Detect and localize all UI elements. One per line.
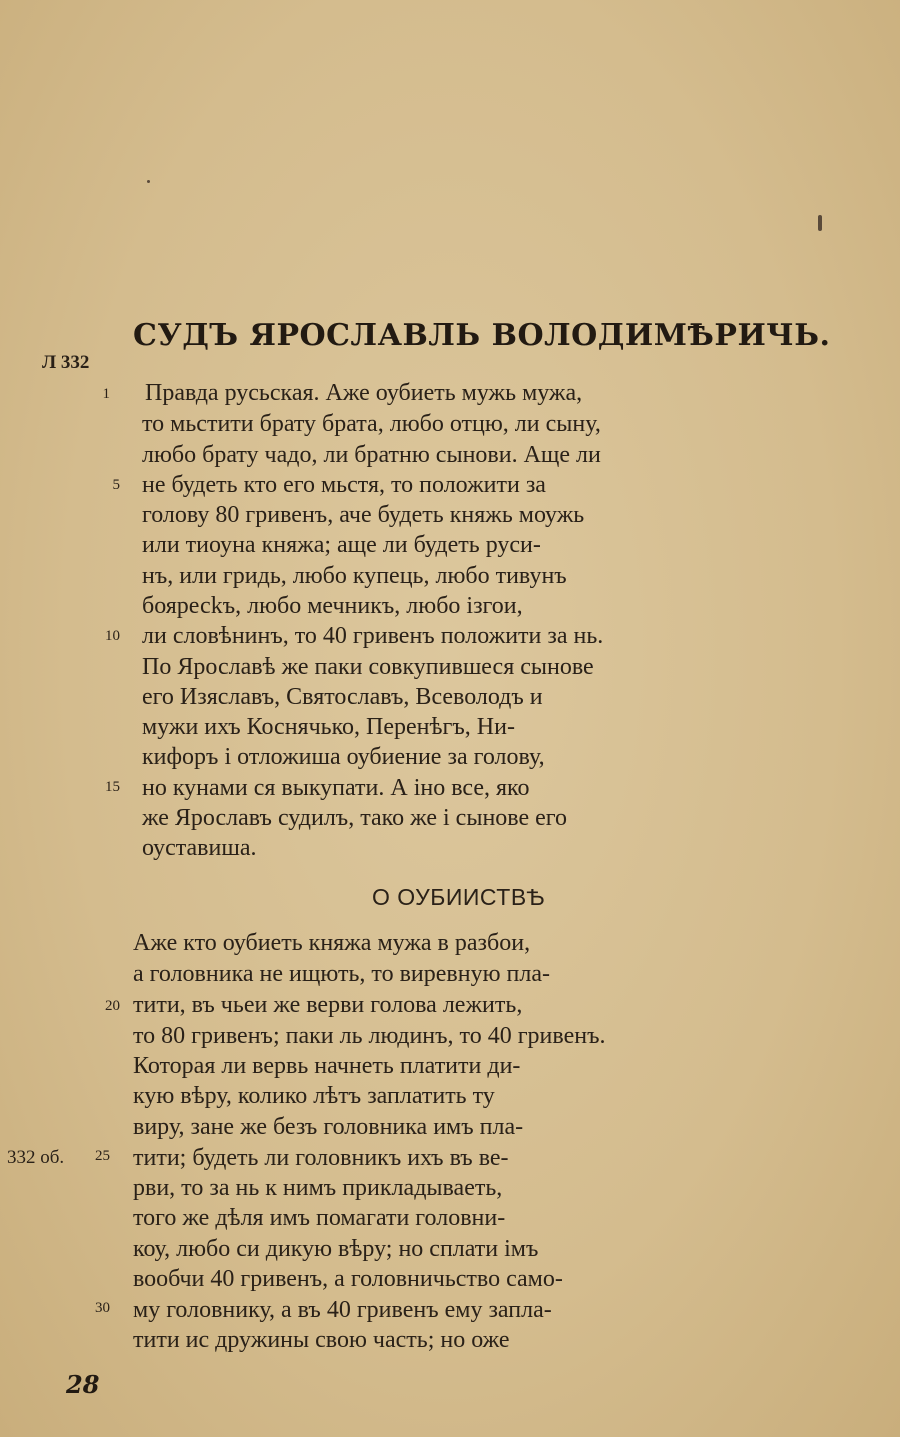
text-line: а головника не ищють, то виревную пла- <box>133 961 550 987</box>
text-line: тити, въ чьеи же верви голова лежить, <box>133 992 523 1018</box>
line-number: 15 <box>105 779 120 795</box>
text-line: кую вѣру, колико лѣтъ заплатить ту <box>133 1083 495 1109</box>
text-line: нъ, или гридь, любо купець, любо тивунъ <box>142 563 567 589</box>
text-line: любо брату чадо, ли братню сынови. Аще ли <box>142 442 601 468</box>
line-number: 1 <box>102 386 110 402</box>
text-line: му головнику, а въ 40 гривенъ ему запла- <box>133 1297 552 1323</box>
text-line: рви, то за нь к нимъ прикладываеть, <box>133 1175 503 1201</box>
text-line: ли словѣнинъ, то 40 гривенъ положити за нь. <box>142 623 604 649</box>
section-heading: О ОУБИИСТВѢ <box>372 884 546 910</box>
page-number: 28 <box>66 1370 100 1399</box>
page-title: СУДЪ ЯРОСЛАВЛЬ ВОЛОДИМѢРИЧЬ. <box>133 318 831 353</box>
text-line: то мьстити брату брата, любо отцю, ли сыну, <box>142 411 601 437</box>
text-line: голову 80 гривенъ, аче будеть княжь моужь <box>142 502 585 528</box>
text-line: Которая ли вервь начнеть платити ди- <box>133 1053 521 1079</box>
text-line: вообчи 40 гривенъ, а головничьство само- <box>133 1266 563 1292</box>
folio-marker: Л 332 <box>42 352 90 373</box>
text-line: коу, любо си дикую вѣру; но сплати імъ <box>133 1236 539 1262</box>
text-line: не будеть кто его мьстя, то положити за <box>142 472 546 498</box>
text-line: же Ярославъ судилъ, тако же і сынове его <box>142 805 568 831</box>
text-line: Аже кто оубиеть княжа мужа в разбои, <box>133 930 531 956</box>
line-number: 10 <box>105 628 120 644</box>
ink-speck <box>818 215 822 231</box>
line-number: 25 <box>95 1148 110 1164</box>
line-number: 5 <box>112 477 120 493</box>
ink-speck <box>147 180 150 183</box>
line-number: 20 <box>105 998 120 1014</box>
text-line: того же дѣля имъ помагати головни- <box>133 1205 506 1231</box>
text-line: или тиоуна княжа; аще ли будеть руси- <box>142 532 541 558</box>
text-line: то 80 гривенъ; паки ль людинъ, то 40 гривенъ. <box>133 1023 606 1049</box>
text-line: оуставиша. <box>142 835 257 861</box>
text-line: виру, зане же безъ головника имъ пла- <box>133 1114 524 1140</box>
text-line: бояресkъ, любо мечникъ, любо ізгои, <box>142 593 523 619</box>
folio-marker-verso: 332 об. <box>7 1147 65 1168</box>
text-line: тити; будеть ли головникъ ихъ въ ве- <box>133 1145 509 1171</box>
text-line: кифоръ і отложиша оубиение за голову, <box>142 744 545 770</box>
line-number: 30 <box>95 1300 110 1316</box>
text-line: но кунами ся выкупати. А іно все, яко <box>142 775 530 801</box>
text-line: мужи ихъ Коснячько, Перенѣгъ, Ни- <box>142 714 515 740</box>
text-line: тити ис дружины свою часть; но оже <box>133 1327 510 1353</box>
text-line: его Изяславъ, Святославъ, Всеволодъ и <box>142 684 543 710</box>
text-line: Правда русьская. Аже оубиеть мужь мужа, <box>145 380 583 406</box>
text-line: По Ярославѣ же паки совкупившеся сынове <box>142 654 594 680</box>
